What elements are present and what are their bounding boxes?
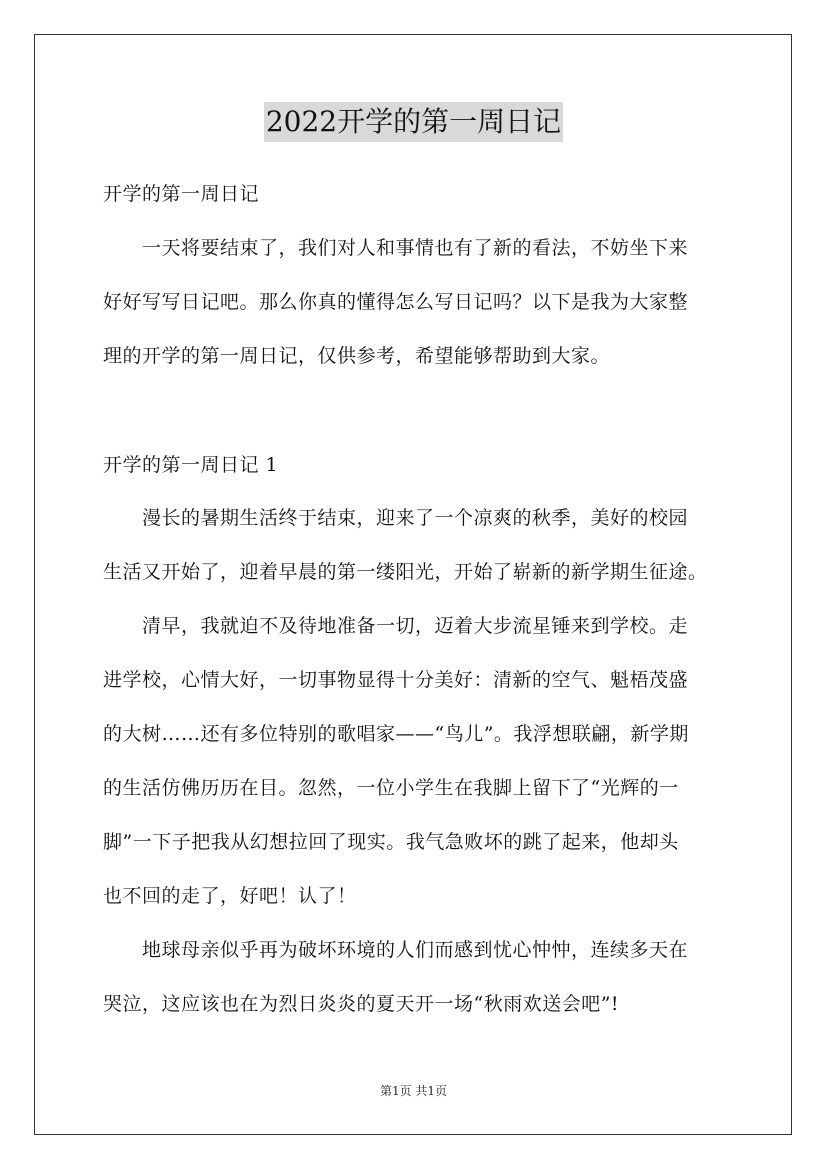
- document-title: 2022开学的第一周日记: [264, 102, 563, 142]
- intro-line: 好好写写日记吧。那么你真的懂得怎么写日记吗？以下是我为大家整: [103, 291, 689, 313]
- paragraph-line: 的生活仿佛历历在目。忽然，一位小学生在我脚上留下了“光辉的一: [103, 777, 679, 799]
- paragraph-line: 也不回的走了，好吧！认了！: [103, 885, 357, 907]
- paragraph-line: 清早，我就迫不及待地准备一切，迈着大步流星锤来到学校。走: [142, 615, 689, 637]
- paragraph-line: 地球母亲似乎再为破坏环境的人们而感到忧心忡忡，连续多天在: [142, 939, 689, 961]
- paragraph-line: 漫长的暑期生活终于结束，迎来了一个凉爽的秋季，美好的校园: [142, 507, 689, 529]
- page-number: 第1页 共1页: [379, 1084, 448, 1098]
- paragraph-line: 进学校，心情大好，一切事物显得十分美好：清新的空气、魁梧茂盛: [103, 669, 689, 691]
- section-heading: 开学的第一周日记 1: [103, 454, 279, 476]
- paragraph-line: 脚”一下子把我从幻想拉回了现实。我气急败坏的跳了起来，他却头: [103, 831, 679, 853]
- paragraph-line: 的大树……还有多位特别的歌唱家——“鸟儿”。我浮想联翩，新学期: [103, 723, 689, 745]
- intro-line: 一天将要结束了，我们对人和事情也有了新的看法，不妨坐下来: [142, 237, 689, 259]
- paragraph-line: 生活又开始了，迎着早晨的第一缕阳光，开始了崭新的新学期生征途。: [103, 561, 708, 583]
- title-wrap: [0, 102, 827, 142]
- paragraph-line: 哭泣，这应该也在为烈日炎炎的夏天开一场“秋雨欢送会吧”!: [103, 993, 620, 1015]
- subtitle: 开学的第一周日记: [103, 183, 260, 205]
- intro-line: 理的开学的第一周日记，仅供参考，希望能够帮助到大家。: [103, 345, 611, 367]
